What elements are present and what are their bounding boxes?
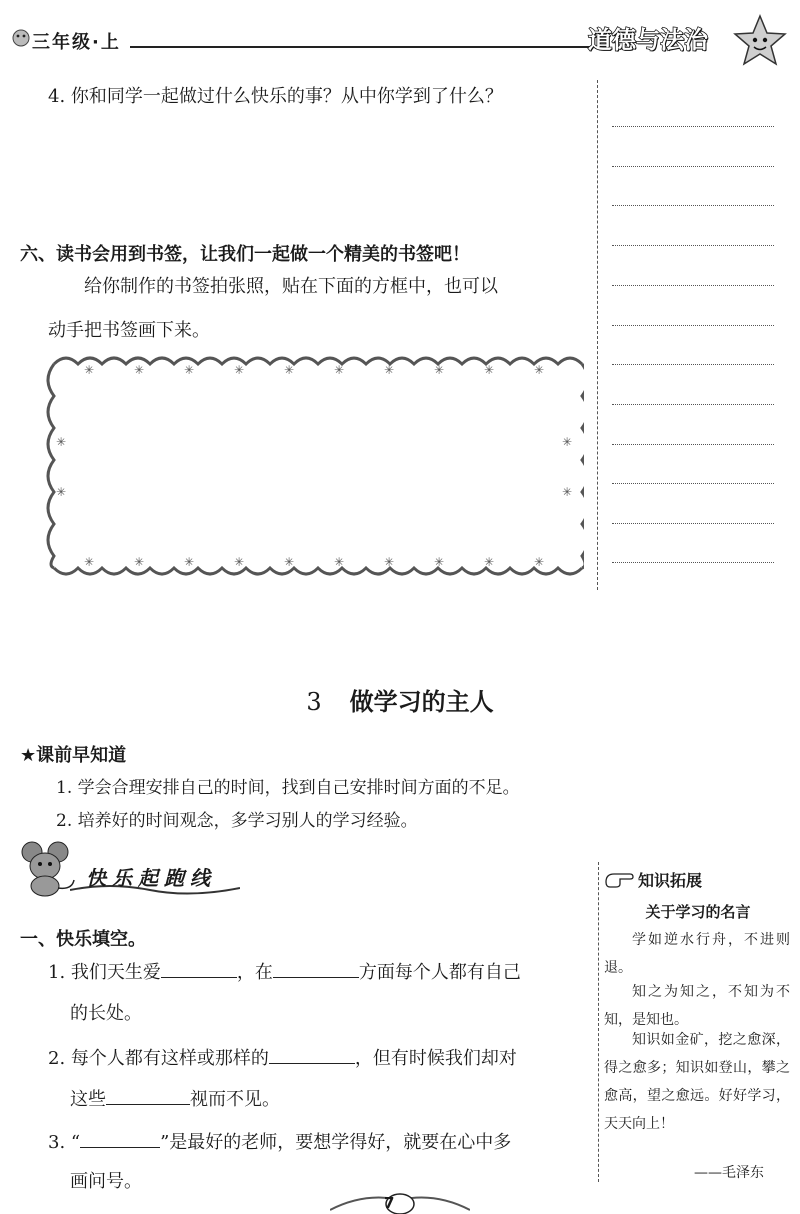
blank-input[interactable] (80, 1127, 160, 1148)
svg-text:✳: ✳ (134, 363, 145, 377)
quote-1: 学如逆水行舟，不进则退。 (604, 932, 790, 976)
svg-text:✳: ✳ (434, 555, 445, 569)
svg-text:✳: ✳ (562, 485, 573, 499)
answer-line[interactable] (612, 205, 774, 206)
svg-text:✳: ✳ (184, 363, 195, 377)
bookmark-frame[interactable] (44, 350, 584, 582)
blank-input[interactable] (269, 1043, 355, 1064)
objective-item: 2. 培养好的时间观念，多学习别人的学习经验。 (56, 811, 418, 831)
section-6-title: 六、读书会用到书签，让我们一起做一个精美的书签吧！ (20, 244, 470, 265)
fill-q2-text-a: 2. 每个人都有这样或那样的 (48, 1048, 269, 1069)
question-4: 4. 你和同学一起做过什么快乐的事？从中你学到了什么？ (48, 86, 503, 107)
svg-text:✳: ✳ (384, 363, 395, 377)
quote-author: ——毛泽东 (694, 1165, 764, 1181)
answer-line[interactable] (612, 166, 774, 167)
svg-text:✳: ✳ (484, 555, 495, 569)
fill-question-1-cont: 的长处。 (70, 1003, 142, 1024)
fill-q2-text-c: 这些 (70, 1089, 106, 1110)
sidebar-title: 关于学习的名言 (645, 903, 751, 921)
sidebar-divider (598, 862, 599, 1182)
svg-text:✳: ✳ (134, 555, 145, 569)
mouse-mascot-icon (18, 840, 78, 898)
fill-q1-text-b: ，在 (236, 962, 273, 983)
svg-text:✳: ✳ (434, 363, 445, 377)
quote-3: 知识如金矿，挖之愈深，得之愈多；知识如登山，攀之愈高，望之愈远。好好学习，天天向上！ (604, 1032, 790, 1132)
fill-question-2 (48, 1043, 517, 1073)
svg-text:✳: ✳ (484, 363, 495, 377)
answer-line[interactable] (612, 523, 774, 524)
answer-line[interactable] (612, 285, 774, 286)
sidebar-heading: 知识拓展 (638, 871, 703, 890)
svg-text:✳: ✳ (234, 363, 245, 377)
header-rule (130, 46, 590, 48)
blank-input[interactable] (161, 957, 237, 978)
fill-question-1 (48, 957, 521, 987)
fill-q3-text-b: ”是最好的老师，要想学得好，就要在心中多 (160, 1132, 512, 1153)
svg-text:✳: ✳ (56, 485, 67, 499)
fill-q2-text-b: ，但有时候我们却对 (354, 1048, 517, 1069)
svg-text:✳: ✳ (56, 435, 67, 449)
section-6-paragraph-line-2: 动手把书签画下来。 (48, 320, 210, 341)
fill-question-3 (48, 1127, 511, 1157)
page-number-ornament (330, 1186, 470, 1214)
svg-text:✳: ✳ (184, 555, 195, 569)
svg-text:✳: ✳ (284, 555, 295, 569)
answer-line[interactable] (612, 126, 774, 127)
lightbulb-icon (10, 28, 32, 50)
answer-line[interactable] (612, 483, 774, 484)
svg-text:✳: ✳ (534, 363, 545, 377)
lesson-name: 做学习的主人 (349, 687, 494, 716)
fill-q1-text-a: 1. 我们天生爱 (48, 962, 161, 983)
lesson-title (0, 682, 800, 717)
answer-line[interactable] (612, 404, 774, 405)
column-divider (597, 80, 598, 590)
page-number: 7 (384, 1194, 395, 1212)
fill-q3-text-a: 3. “ (48, 1132, 81, 1153)
fill-q2-text-d: 视而不见。 (190, 1089, 280, 1110)
svg-text:✳: ✳ (234, 555, 245, 569)
objective-item: 1. 学会合理安排自己的时间，找到自己安排时间方面的不足。 (56, 778, 520, 798)
svg-text:✳: ✳ (84, 555, 95, 569)
blank-input[interactable] (106, 1084, 190, 1105)
objectives-heading: ★课前早知道 (20, 745, 127, 766)
quote-2: 知之为知之，不知为不知，是知也。 (604, 984, 790, 1028)
svg-text:✳: ✳ (284, 363, 295, 377)
subject-title: 道德与法治 (588, 26, 708, 54)
svg-text:✳: ✳ (334, 555, 345, 569)
pointing-hand-icon (604, 868, 634, 888)
lesson-number: 3 (306, 688, 322, 716)
svg-text:✳: ✳ (84, 363, 95, 377)
star-mascot-icon (732, 14, 788, 68)
answer-line[interactable] (612, 444, 774, 445)
answer-line[interactable] (612, 562, 774, 563)
blank-input[interactable] (273, 957, 359, 978)
fill-section-heading: 一、快乐填空。 (20, 929, 146, 950)
answer-line[interactable] (612, 245, 774, 246)
fill-question-3-cont: 画问号。 (70, 1171, 142, 1192)
svg-text:✳: ✳ (334, 363, 345, 377)
svg-text:✳: ✳ (534, 555, 545, 569)
answer-line[interactable] (612, 325, 774, 326)
answer-line[interactable] (612, 364, 774, 365)
section-6-paragraph-line-1: 给你制作的书签拍张照，贴在下面的方框中，也可以 (84, 276, 498, 297)
svg-text:✳: ✳ (384, 555, 395, 569)
grade-label: 三年级·上 (32, 32, 121, 53)
svg-text:✳: ✳ (562, 435, 573, 449)
banner-title: 快乐起跑线 (86, 866, 216, 890)
fill-q1-text-c: 方面每个人都有自己 (358, 962, 521, 983)
fill-question-2-cont (70, 1084, 280, 1114)
